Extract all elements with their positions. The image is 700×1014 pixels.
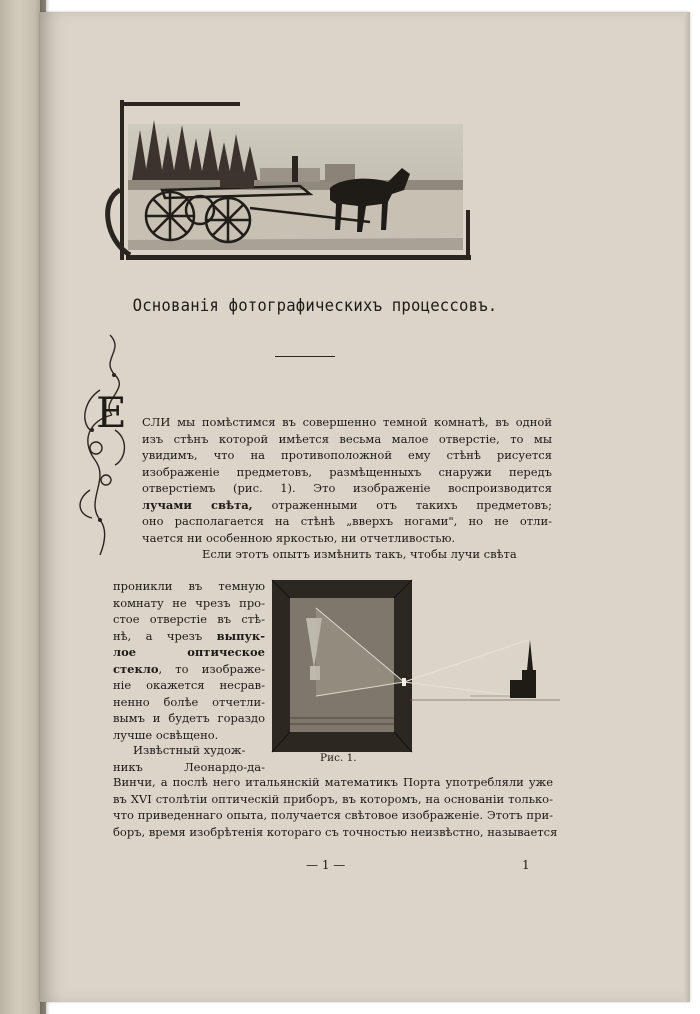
paragraph-1 — [142, 414, 552, 546]
text-line — [113, 628, 265, 645]
text-line: оно располагается на стѣнѣ „вверхъ ногами", но не отли- — [142, 514, 552, 528]
bold-phrase: лое оптическое — [113, 645, 265, 659]
text-fragment: отраженными отъ такихъ предметовъ; — [252, 497, 552, 512]
title-divider — [275, 356, 335, 357]
paragraph-4 — [113, 774, 558, 840]
column-text — [113, 578, 265, 743]
text-line — [113, 661, 265, 678]
text-line: СЛИ мы помѣстимся въ совершенно темной комнатѣ, въ одной — [142, 415, 552, 429]
text-line: ненно болѣе отчетли- — [113, 694, 265, 709]
header-vignette-illustration — [70, 90, 500, 265]
text-line: боръ, время изобрѣтенія котораго съ точностью неизвѣстно, называется — [113, 824, 558, 839]
text-line: Винчи, а послѣ него итальянскій математикъ Порта употребляли уже — [113, 775, 553, 789]
text-line: Если этотъ опытъ измѣнить такъ, чтобы лучи свѣта — [202, 547, 517, 561]
figure-camera-obscura — [270, 578, 560, 756]
text-line: ніе окажется несрав- — [113, 678, 265, 692]
paragraph-3 — [113, 742, 265, 775]
text-line: лучше освѣщено. — [113, 727, 219, 742]
text-line: чается ни особенною яркостью, ни отчетливостью. — [142, 530, 456, 545]
text-line — [142, 497, 552, 514]
page-number-center: — 1 — — [306, 858, 346, 872]
text-line: проникли въ темную — [113, 579, 265, 593]
text-line: отверстіемъ (рис. 1). Это изображеніе воспроизводится — [142, 481, 552, 495]
text-line: никъ Леонардо-да- — [113, 759, 265, 774]
page-edge — [684, 12, 690, 1002]
drop-cap-letter: Е — [96, 388, 127, 437]
paragraph-2 — [142, 546, 552, 563]
text-line: что приведеннаго опыта, получается свѣтовое изображеніе. Этотъ при- — [113, 808, 553, 822]
text-line: комнату не чрезъ про- — [113, 595, 265, 610]
bold-phrase: стекло — [113, 661, 159, 676]
figure-caption: Рис. 1. — [320, 752, 357, 764]
text-fragment: нѣ, а чрезъ — [113, 628, 217, 643]
text-line: стое отверстіе въ стѣ- — [113, 612, 265, 626]
text-fragment: , то изображе- — [158, 661, 265, 676]
bold-phrase: лучами свѣта, — [142, 497, 253, 512]
bold-phrase: выпук- — [216, 628, 265, 643]
text-line: вымъ и будетъ гораздо — [113, 711, 265, 725]
text-line: изъ стѣнъ которой имѣется весьма малое отверстіе, то мы — [142, 431, 552, 446]
ornamental-initial-flourish — [70, 330, 140, 560]
page-number-right: 1 — [522, 858, 530, 872]
text-line: въ XVI столѣтіи оптическій приборъ, въ которомъ, на основаніи только- — [113, 791, 553, 806]
text-line: изображеніе предметовъ, размѣщенныхъ снаружи передъ — [142, 464, 552, 479]
chapter-title: Основанія фотографическихъ процессовъ. — [132, 296, 498, 316]
text-line: увидимъ, что на противоположной ему стѣнѣ рисуется — [142, 448, 552, 462]
text-line: Извѣстный худож- — [133, 743, 246, 757]
